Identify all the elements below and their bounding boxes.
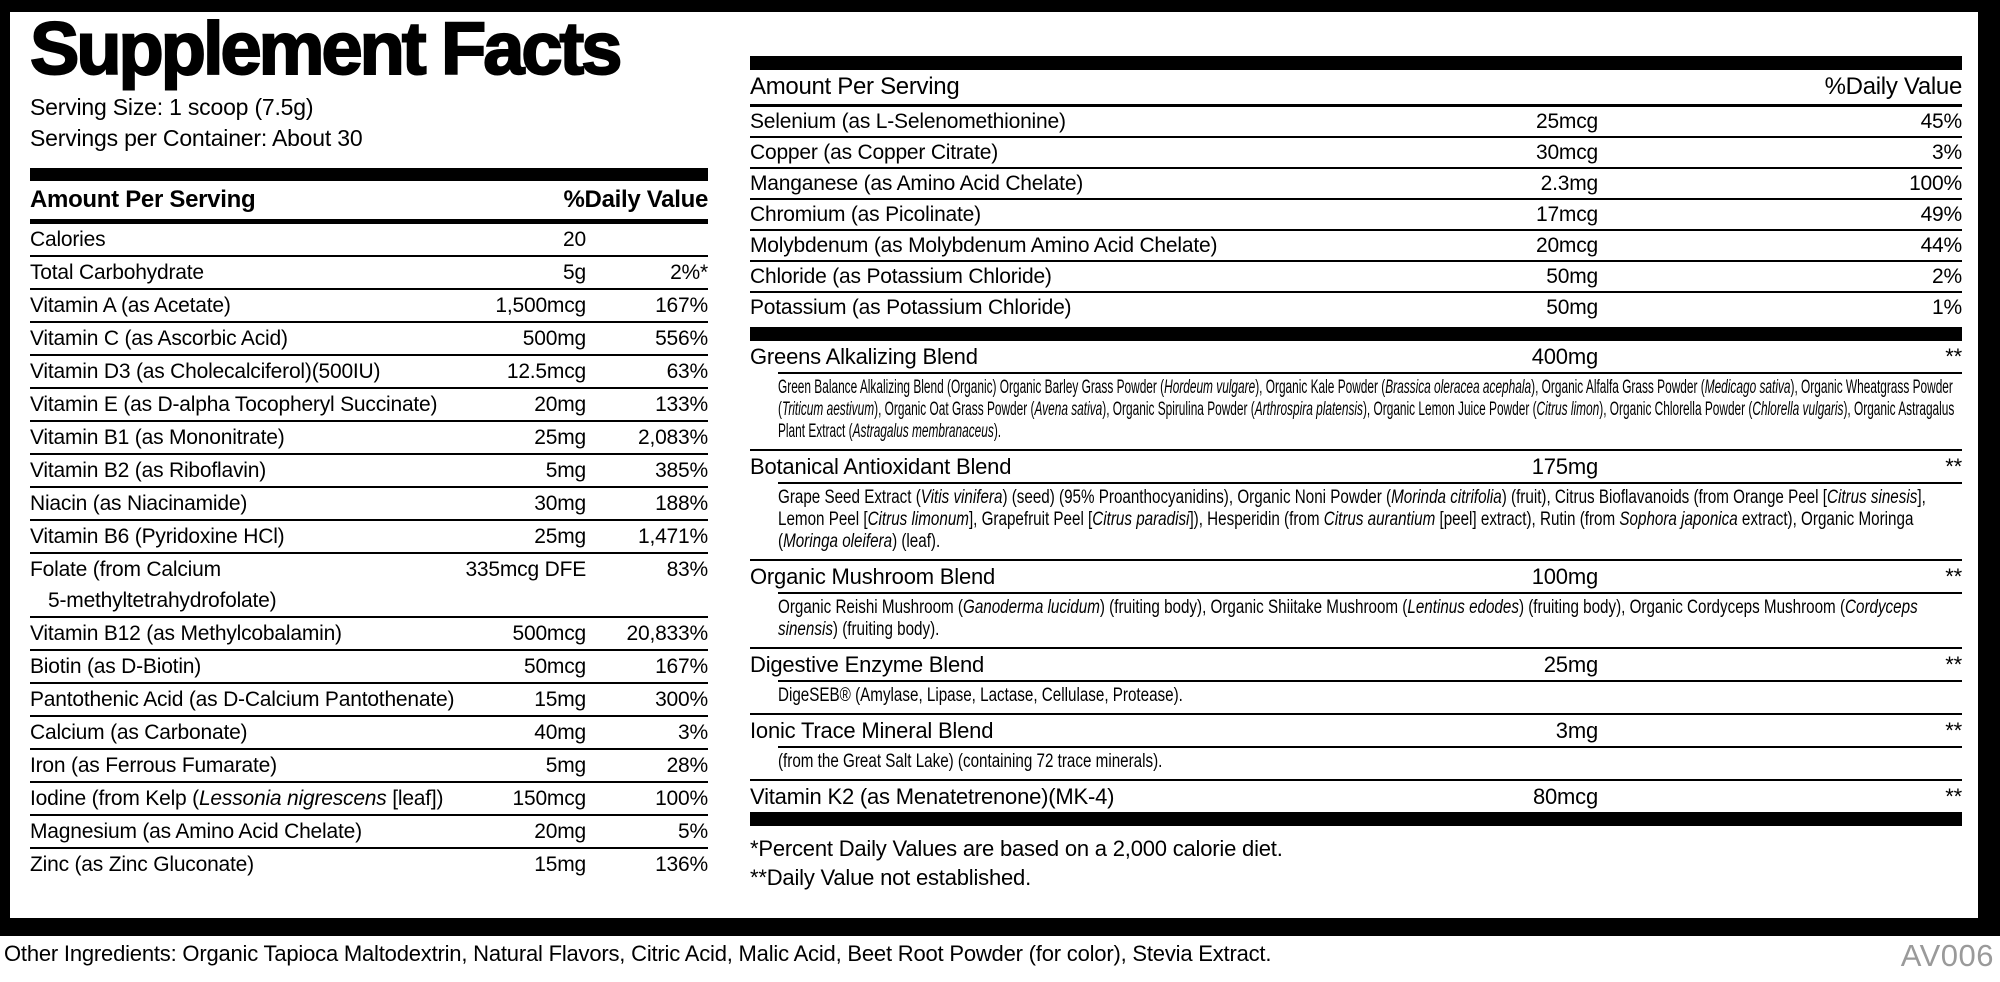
nutrient-daily-value: 100% bbox=[1909, 172, 1962, 195]
name-amount-group bbox=[30, 389, 586, 420]
name-amount-group bbox=[30, 488, 586, 519]
nutrient-name: Total Carbohydrate bbox=[30, 260, 204, 284]
nutrient-amount: 12.5mcg bbox=[506, 359, 586, 383]
table-row bbox=[750, 262, 1962, 293]
nutrient-daily-value: 3% bbox=[678, 720, 708, 744]
table-row bbox=[30, 455, 708, 488]
other-ingredients: Other Ingredients: Organic Tapioca Maltodextrin, Natural Flavors, Citric Acid, Malic Acid, Beet Root Powder (for color), Stevia Extract. bbox=[4, 941, 1272, 966]
table-row bbox=[30, 290, 708, 323]
nutrient-amount: 500mg bbox=[522, 326, 586, 350]
nutrient-daily-value: 556% bbox=[655, 326, 708, 350]
nutrient-name: Iodine (from Kelp (Lessonia nigrescens [leaf]) bbox=[30, 786, 444, 810]
blend-description-text: DigeSEB® (Amylase, Lipase, Lactase, Cellulase, Protease). bbox=[778, 685, 1183, 706]
right-table-header bbox=[750, 70, 1962, 107]
table-row bbox=[750, 107, 1962, 138]
nutrient-name: Iron (as Ferrous Fumarate) bbox=[30, 753, 277, 777]
nutrient-amount: 30mg bbox=[534, 491, 586, 515]
nutrient-name: Manganese (as Amino Acid Chelate) bbox=[750, 172, 1084, 195]
name-amount-group bbox=[30, 651, 586, 682]
blend-row bbox=[750, 341, 1962, 372]
blend-daily-value: ** bbox=[1945, 454, 1962, 479]
nutrient-amount: 50mg bbox=[1546, 265, 1598, 288]
blend-amount: 175mg bbox=[1531, 454, 1598, 479]
blend-amount: 25mg bbox=[1543, 652, 1598, 677]
name-amount-group bbox=[750, 781, 1598, 812]
nutrient-name: Zinc (as Zinc Gluconate) bbox=[30, 852, 254, 876]
nutrient-daily-value: 300% bbox=[655, 687, 708, 711]
frame-right-border bbox=[1978, 0, 2000, 936]
blend-daily-value: ** bbox=[1945, 344, 1962, 369]
name-amount-group bbox=[750, 715, 1598, 746]
footnotes bbox=[750, 834, 1962, 892]
right-nutrient-table bbox=[750, 107, 1962, 322]
serving-size: Serving Size: 1 scoop (7.5g) bbox=[30, 93, 314, 120]
nutrient-daily-value: 2,083% bbox=[637, 425, 708, 449]
nutrient-daily-value: 385% bbox=[655, 458, 708, 482]
servings-per-container: Servings per Container: About 30 bbox=[30, 124, 363, 151]
product-code: AV006 bbox=[1900, 938, 1994, 973]
table-row bbox=[30, 356, 708, 389]
nutrient-daily-value: 1,471% bbox=[637, 524, 708, 548]
nutrient-name: Calories bbox=[30, 227, 106, 251]
nutrient-name: Vitamin B2 (as Riboflavin) bbox=[30, 458, 267, 482]
table-row bbox=[30, 422, 708, 455]
blend-name: Vitamin K2 (as Menatetrenone)(MK-4) bbox=[750, 784, 1115, 809]
nutrient-amount: 40mg bbox=[534, 720, 586, 744]
nutrient-amount: 20mcg bbox=[1535, 234, 1598, 257]
nutrient-daily-value: 45% bbox=[1920, 110, 1962, 133]
blend-name: Greens Alkalizing Blend bbox=[750, 344, 978, 369]
table-row bbox=[750, 200, 1962, 231]
table-row bbox=[30, 816, 708, 849]
blend-description-text: Grape Seed Extract (Vitis vinifera) (seed) (95% Proanthocyanidins), Organic Noni Powder (Morinda citrifolia) (fruit), Citrus Bioflavanoids (from Orange Peel [Citrus sinesis], Lemon Peel [Citrus limonum], Grapefruit Peel [Citrus paradisi]), Hesperidin (from Citrus aurantium [peel] extract), Rutin (from Sophora japonica extract), Organic Moringa (Moringa oleifera) (leaf). bbox=[778, 487, 1926, 552]
nutrient-amount: 20mg bbox=[534, 819, 586, 843]
nutrient-amount: 25mcg bbox=[1535, 110, 1598, 133]
nutrient-amount: 335mcg DFE bbox=[465, 557, 586, 581]
name-amount-group bbox=[30, 356, 586, 387]
table-row bbox=[750, 138, 1962, 169]
nutrient-amount: 150mcg bbox=[512, 786, 586, 810]
name-amount-group bbox=[30, 717, 586, 748]
name-amount-group bbox=[30, 816, 586, 847]
left-column bbox=[30, 6, 708, 880]
frame-bottom-bar bbox=[0, 918, 2000, 936]
table-row bbox=[30, 224, 708, 257]
blend-daily-value: ** bbox=[1945, 784, 1962, 809]
nutrient-daily-value: 44% bbox=[1920, 234, 1962, 257]
nutrient-daily-value: 2%* bbox=[670, 260, 708, 284]
blend-daily-value: ** bbox=[1945, 652, 1962, 677]
nutrient-name: Chloride (as Potassium Chloride) bbox=[750, 265, 1052, 288]
nutrient-daily-value: 167% bbox=[655, 293, 708, 317]
nutrient-daily-value: 3% bbox=[1932, 141, 1962, 164]
blend-description-text: Green Balance Alkalizing Blend (Organic) Organic Barley Grass Powder (Hordeum vulgare), Organic Kale Powder (Brassica oleracea acephala), Organic Alfalfa Grass Powder (Medicago sativa), Organic Wheatgrass Powder (Triticum aestivum), Organic Oat Grass Powder (Avena sativa), Organic Spirulina Powder (Arthrospira platensis), Organic Lemon Juice Powder (Citrus limon), Organic Chlorella Powder (Chlorella vulgaris), Organic Astragalus Plant Extract (Astragalus membranaceus). bbox=[778, 377, 1955, 442]
nutrient-amount: 50mg bbox=[1546, 296, 1598, 319]
name-amount-group bbox=[30, 554, 586, 616]
blend-name: Botanical Antioxidant Blend bbox=[750, 454, 1012, 479]
blend-daily-value: ** bbox=[1945, 718, 1962, 743]
left-table-header bbox=[30, 181, 708, 224]
nutrient-daily-value: 28% bbox=[666, 753, 708, 777]
nutrient-daily-value: 2% bbox=[1932, 265, 1962, 288]
blend-row bbox=[750, 715, 1962, 746]
name-amount-group bbox=[750, 169, 1598, 198]
amount-per-serving-header: Amount Per Serving bbox=[30, 185, 256, 213]
divider-bar bbox=[750, 327, 1962, 341]
name-amount-group bbox=[30, 618, 586, 649]
name-amount-group bbox=[750, 561, 1598, 592]
table-row bbox=[750, 231, 1962, 262]
table-row bbox=[30, 554, 708, 618]
nutrient-daily-value: 136% bbox=[655, 852, 708, 876]
nutrient-amount: 5mg bbox=[545, 458, 586, 482]
blend-amount: 3mg bbox=[1555, 718, 1598, 743]
nutrient-name: Chromium (as Picolinate) bbox=[750, 203, 981, 226]
nutrient-name: Selenium (as L-Selenomethionine) bbox=[750, 110, 1066, 133]
nutrient-amount: 20 bbox=[563, 227, 586, 251]
nutrient-amount: 2.3mg bbox=[1540, 172, 1598, 195]
table-row bbox=[750, 169, 1962, 200]
name-amount-group bbox=[30, 455, 586, 486]
name-amount-group bbox=[750, 451, 1598, 482]
name-amount-group bbox=[30, 257, 586, 288]
nutrient-name: Folate (from Calcium 5-methyltetrahydrofolate) bbox=[30, 557, 277, 612]
table-row bbox=[30, 750, 708, 783]
nutrient-amount: 25mg bbox=[534, 524, 586, 548]
nutrient-daily-value: 188% bbox=[655, 491, 708, 515]
nutrient-amount: 30mcg bbox=[1535, 141, 1598, 164]
daily-value-header: %Daily Value bbox=[1824, 73, 1962, 100]
blend-row bbox=[750, 781, 1962, 812]
nutrient-name: Vitamin D3 (as Cholecalciferol)(500IU) bbox=[30, 359, 381, 383]
name-amount-group bbox=[30, 684, 586, 715]
nutrient-name: Vitamin B1 (as Mononitrate) bbox=[30, 425, 285, 449]
nutrient-daily-value: 133% bbox=[655, 392, 708, 416]
nutrient-name: Vitamin B12 (as Methylcobalamin) bbox=[30, 621, 342, 645]
nutrient-name: Molybdenum (as Molybdenum Amino Acid Chelate) bbox=[750, 234, 1218, 257]
nutrient-name: Copper (as Copper Citrate) bbox=[750, 141, 999, 164]
nutrient-amount: 25mg bbox=[534, 425, 586, 449]
nutrient-name: Pantothenic Acid (as D-Calcium Pantothenate) bbox=[30, 687, 455, 711]
nutrient-name: Vitamin B6 (Pyridoxine HCl) bbox=[30, 524, 285, 548]
blend-row bbox=[750, 561, 1962, 592]
name-amount-group bbox=[750, 107, 1598, 136]
nutrient-name: Biotin (as D-Biotin) bbox=[30, 654, 202, 678]
name-amount-group bbox=[30, 783, 586, 814]
name-amount-group bbox=[30, 521, 586, 552]
table-row bbox=[30, 651, 708, 684]
name-amount-group bbox=[30, 323, 586, 354]
name-amount-group bbox=[30, 224, 586, 255]
blend-amount: 100mg bbox=[1531, 564, 1598, 589]
left-nutrient-table bbox=[30, 224, 708, 880]
name-amount-group bbox=[750, 293, 1598, 322]
daily-value-header: %Daily Value bbox=[563, 185, 708, 213]
nutrient-amount: 500mcg bbox=[512, 621, 586, 645]
table-row bbox=[750, 293, 1962, 322]
nutrient-daily-value: 20,833% bbox=[626, 621, 708, 645]
nutrient-daily-value: 1% bbox=[1932, 296, 1962, 319]
blend-description-text: Organic Reishi Mushroom (Ganoderma lucidum) (fruiting body), Organic Shiitake Mushroom (Lentinus edodes) (fruiting body), Organic Cordyceps Mushroom (Cordyceps sinensis) (fruiting body). bbox=[778, 597, 1918, 640]
nutrient-daily-value: 100% bbox=[655, 786, 708, 810]
frame-left-border bbox=[0, 0, 10, 936]
page-title: Supplement Facts bbox=[30, 7, 620, 90]
name-amount-group bbox=[750, 138, 1598, 167]
nutrient-daily-value: 49% bbox=[1920, 203, 1962, 226]
nutrient-name: Vitamin E (as D-alpha Tocopheryl Succinate) bbox=[30, 392, 438, 416]
blend-daily-value: ** bbox=[1945, 564, 1962, 589]
name-amount-group bbox=[750, 231, 1598, 260]
nutrient-daily-value: 83% bbox=[666, 557, 708, 581]
table-row bbox=[30, 849, 708, 880]
blend-amount: 400mg bbox=[1531, 344, 1598, 369]
blend-name: Organic Mushroom Blend bbox=[750, 564, 996, 589]
blend-row bbox=[750, 451, 1962, 482]
blend-sections bbox=[750, 341, 1962, 812]
table-row bbox=[30, 257, 708, 290]
name-amount-group bbox=[30, 849, 586, 880]
nutrient-name: Niacin (as Niacinamide) bbox=[30, 491, 248, 515]
table-row bbox=[30, 389, 708, 422]
table-row bbox=[30, 684, 708, 717]
nutrient-amount: 17mcg bbox=[1535, 203, 1598, 226]
nutrient-daily-value: 63% bbox=[666, 359, 708, 383]
blend-description bbox=[750, 594, 1962, 647]
footnote-not-established: **Daily Value not established. bbox=[750, 865, 1031, 890]
blend-description bbox=[750, 682, 1962, 713]
name-amount-group bbox=[30, 750, 586, 781]
blend-description bbox=[750, 748, 1962, 779]
footnote-daily-values: *Percent Daily Values are based on a 2,000 calorie diet. bbox=[750, 836, 1283, 861]
blend-description bbox=[750, 374, 1962, 449]
name-amount-group bbox=[750, 341, 1598, 372]
nutrient-daily-value: 167% bbox=[655, 654, 708, 678]
nutrient-name: Vitamin A (as Acetate) bbox=[30, 293, 231, 317]
nutrient-amount: 5mg bbox=[545, 753, 586, 777]
table-row bbox=[30, 717, 708, 750]
divider-bar bbox=[750, 812, 1962, 826]
right-column bbox=[750, 0, 1962, 892]
nutrient-amount: 1,500mcg bbox=[495, 293, 586, 317]
blend-description-text: (from the Great Salt Lake) (containing 72 trace minerals). bbox=[778, 751, 1163, 772]
blend-amount: 80mcg bbox=[1532, 784, 1598, 809]
name-amount-group bbox=[30, 290, 586, 321]
name-amount-group bbox=[750, 649, 1598, 680]
amount-per-serving-header: Amount Per Serving bbox=[750, 73, 960, 100]
divider-bar bbox=[30, 168, 708, 181]
nutrient-amount: 5g bbox=[563, 260, 586, 284]
table-row bbox=[30, 323, 708, 356]
nutrient-name: Calcium (as Carbonate) bbox=[30, 720, 248, 744]
nutrient-amount: 20mg bbox=[534, 392, 586, 416]
nutrient-amount: 15mg bbox=[534, 852, 586, 876]
blend-name: Digestive Enzyme Blend bbox=[750, 652, 985, 677]
table-row bbox=[30, 783, 708, 816]
nutrient-amount: 15mg bbox=[534, 687, 586, 711]
blend-description bbox=[750, 484, 1962, 559]
nutrient-amount: 50mcg bbox=[523, 654, 586, 678]
nutrient-name: Potassium (as Potassium Chloride) bbox=[750, 296, 1072, 319]
blend-row bbox=[750, 649, 1962, 680]
blend-name: Ionic Trace Mineral Blend bbox=[750, 718, 994, 743]
nutrient-name: Vitamin C (as Ascorbic Acid) bbox=[30, 326, 288, 350]
table-row bbox=[30, 618, 708, 651]
name-amount-group bbox=[750, 200, 1598, 229]
table-row bbox=[30, 521, 708, 554]
table-row bbox=[30, 488, 708, 521]
name-amount-group bbox=[750, 262, 1598, 291]
nutrient-name: Magnesium (as Amino Acid Chelate) bbox=[30, 819, 362, 843]
divider-bar bbox=[750, 56, 1962, 70]
nutrient-daily-value: 5% bbox=[678, 819, 708, 843]
name-amount-group bbox=[30, 422, 586, 453]
